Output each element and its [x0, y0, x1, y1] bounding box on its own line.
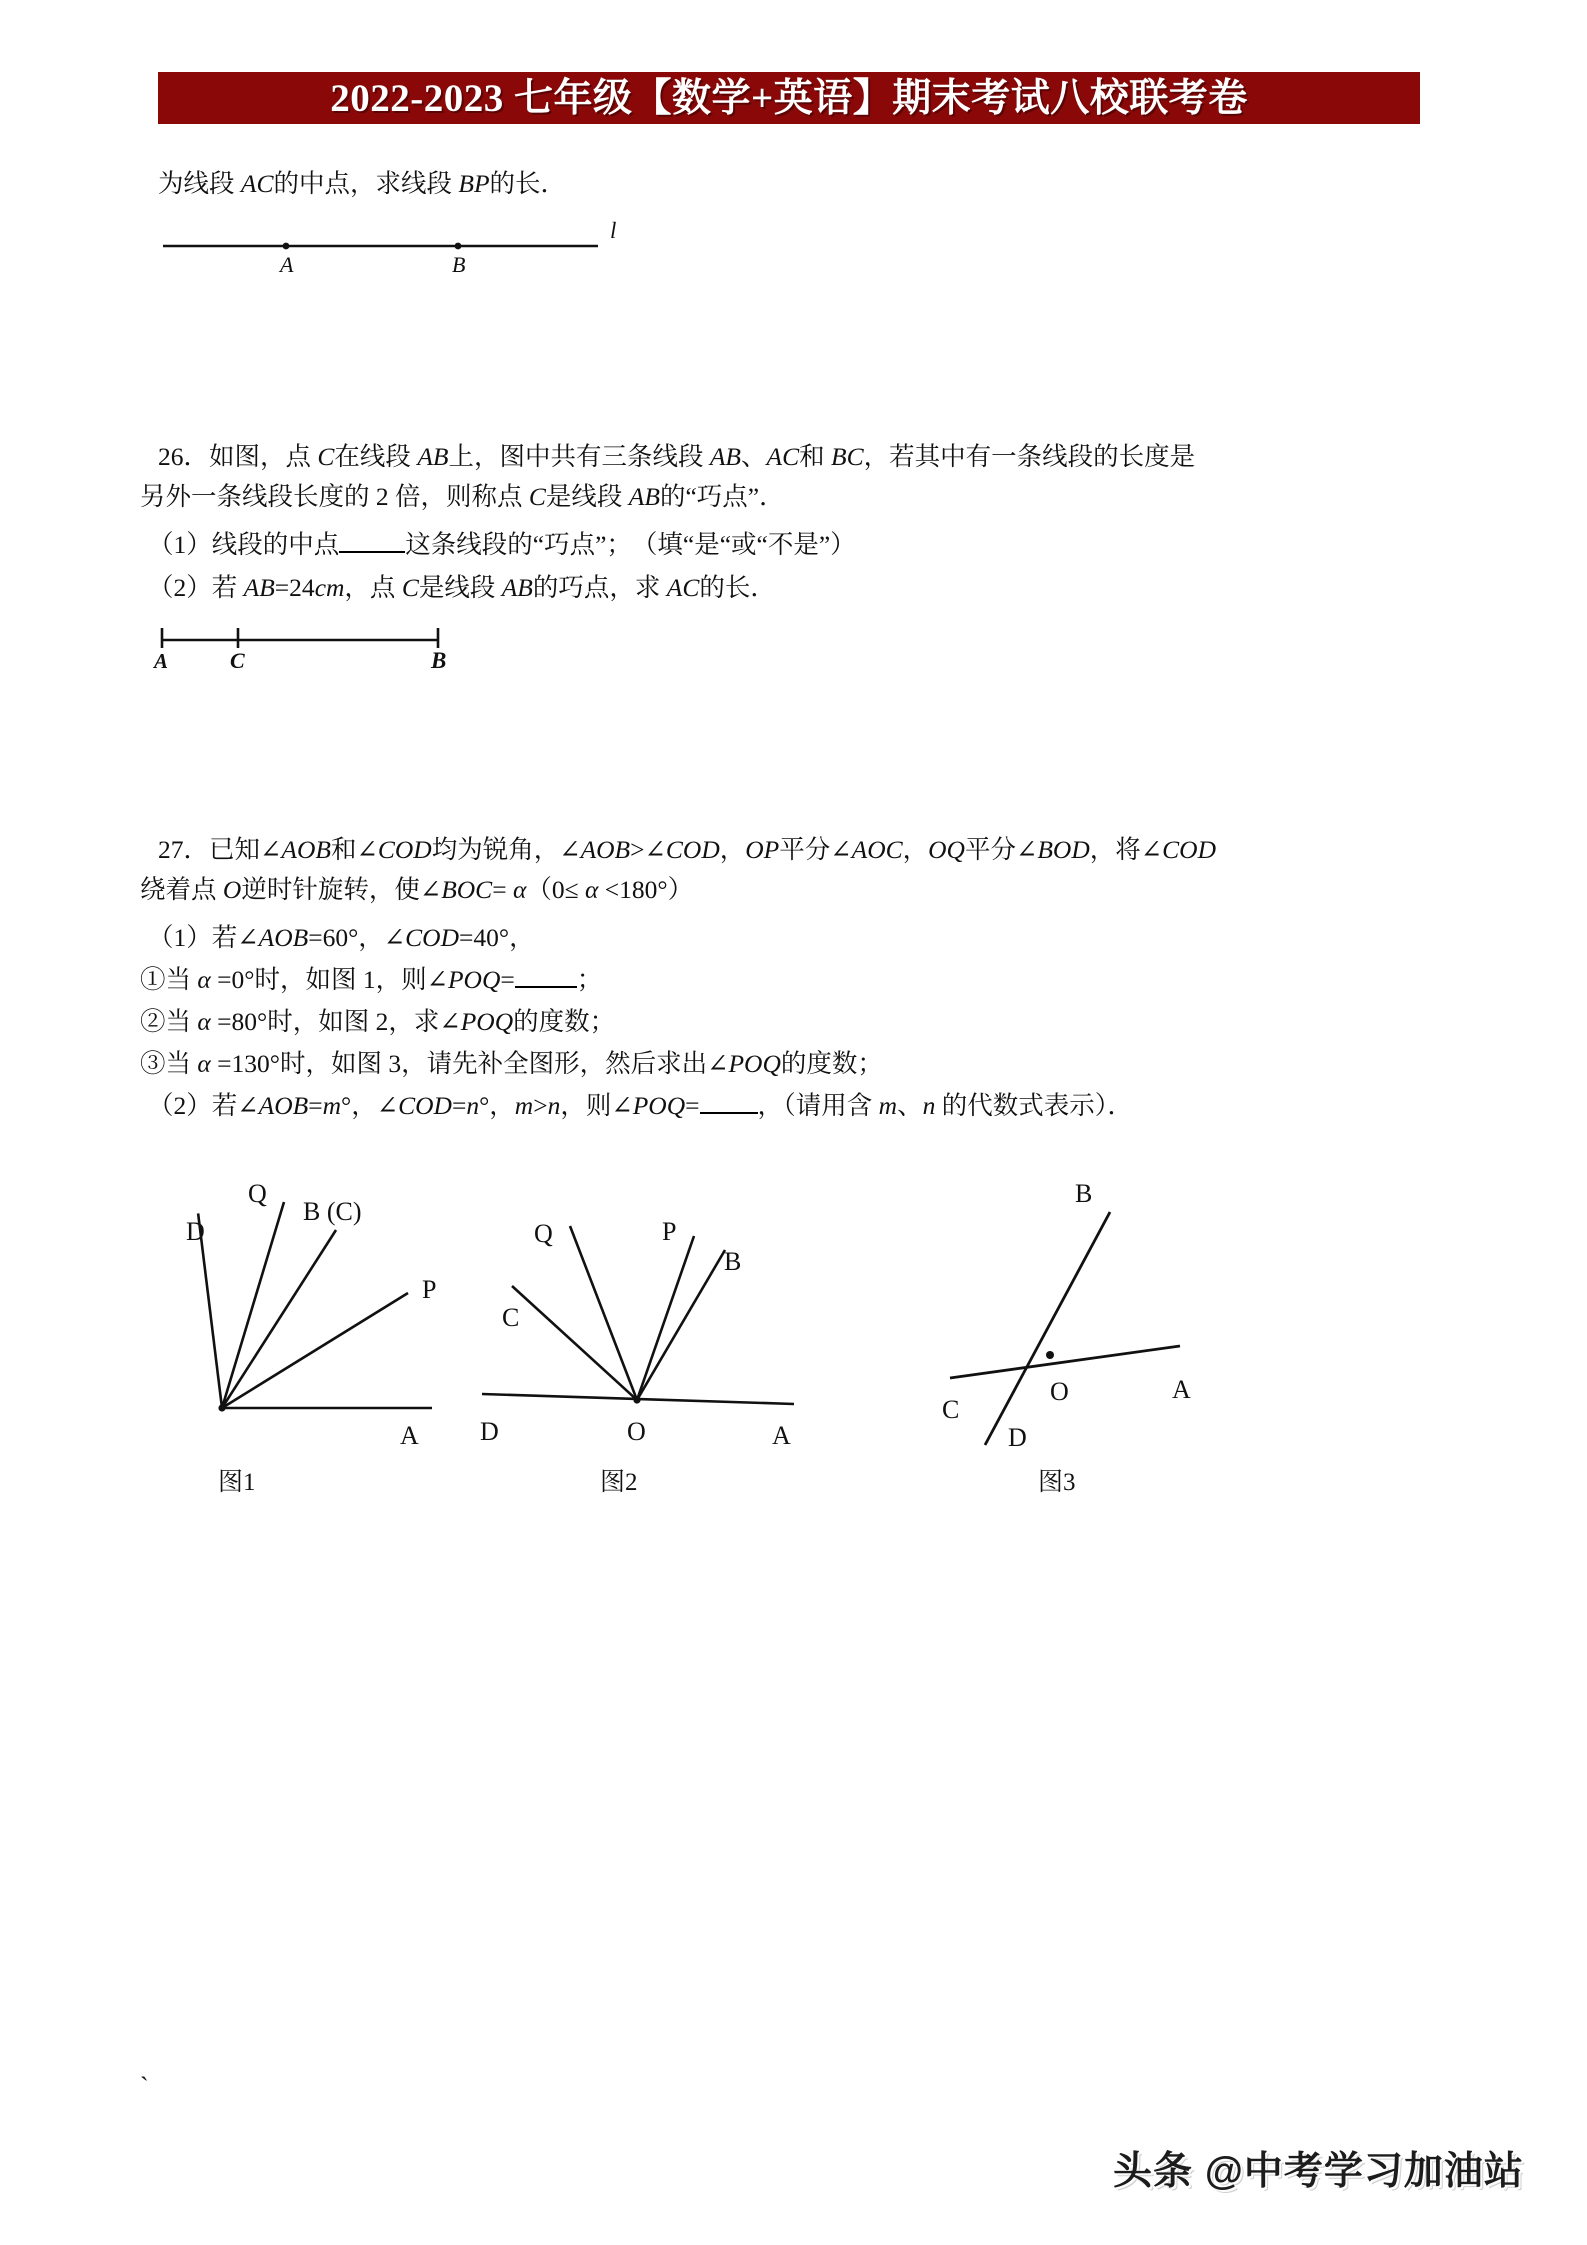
q26-i1-b: 这条线段的“巧点”； （填“是“或“不是”） — [405, 530, 856, 559]
q26-l1-c: 上，图中共有三条线段 — [448, 442, 710, 471]
q27-l2-it3: α — [512, 875, 527, 904]
q27-i2-it2: m — [322, 1091, 342, 1120]
q27-l1-it9: COD — [1162, 835, 1216, 864]
q27-sub-2 — [140, 1002, 615, 1042]
seg-label-c: C — [230, 648, 245, 673]
q27-l1-it8: BOD — [1037, 835, 1090, 864]
q27-s2-it2: POQ — [460, 1007, 514, 1036]
fig2-label-d: D — [480, 1417, 499, 1446]
q26-i2-it5: AC — [666, 573, 700, 602]
q27-sub1-answer-blank[interactable] — [515, 986, 577, 988]
page-banner — [158, 72, 1420, 124]
q27-l1-it1: AOB — [281, 835, 331, 864]
q27-i2-it4: n — [466, 1091, 480, 1120]
q27-i2-e: °， — [479, 1091, 515, 1120]
q26-l2-c: 的“巧点”． — [659, 482, 785, 511]
q26-i2-a: （2）若 — [148, 573, 244, 602]
q27-l2-it1: O — [222, 875, 242, 904]
q26-line-2 — [140, 477, 785, 517]
q25-tail-seg1: 为线段 — [158, 169, 241, 198]
q27-i2-it3: COD — [398, 1091, 452, 1120]
q26-i1-a: （1）线段的中点 — [148, 530, 340, 559]
q27-i2-it6: n — [547, 1091, 561, 1120]
q27-l2-it4: α — [584, 875, 599, 904]
fig1-label-a: A — [400, 1421, 419, 1450]
figure-segment-acb — [150, 618, 480, 688]
q26-l1-e: 和 — [799, 442, 832, 471]
q27-item-2 — [148, 1086, 1133, 1126]
footer-watermark: 头条 @中考学习加油站 — [1113, 2150, 1524, 2193]
fig2-label-o: O — [627, 1417, 646, 1446]
q27-i2-it1: AOB — [258, 1091, 309, 1120]
q27-l1-b: 和∠ — [330, 835, 378, 864]
q26-l2-it2: AB — [628, 482, 660, 511]
q26-l2-a: 另外一条线段长度的 2 倍，则称点 — [140, 482, 529, 511]
q27-s3-a: ③当 — [140, 1049, 198, 1078]
q27-l1-c: 均为锐角，∠ — [431, 835, 581, 864]
q26-number: 26． — [158, 442, 210, 471]
q26-i2-c: ，点 — [344, 573, 402, 602]
fig2-label-q: Q — [534, 1219, 553, 1248]
q27-s2-it1: α — [197, 1007, 211, 1036]
q27-i2-it7: POQ — [632, 1091, 686, 1120]
q27-l1-g: ， — [902, 835, 929, 864]
q26-item1-answer-blank[interactable] — [339, 551, 405, 553]
q27-l2-c: = — [492, 875, 513, 904]
q27-s1-a: ①当 — [140, 965, 198, 994]
q27-i2-g: ，则∠ — [560, 1091, 633, 1120]
q26-i2-it3: C — [401, 573, 419, 602]
q25-tail-seg3: 的长． — [489, 169, 567, 198]
q26-i2-d: 是线段 — [418, 573, 502, 602]
q27-item2-answer-blank[interactable] — [700, 1112, 758, 1114]
stray-tick-mark: ` — [140, 2072, 149, 2101]
q27-i2-it5: m — [514, 1091, 534, 1120]
q27-s1-c: = — [500, 965, 515, 994]
fig1-label-d: D — [186, 1217, 205, 1246]
q25-tail-bp: BP — [458, 169, 490, 198]
figure-1-caption: 图1 — [218, 1469, 256, 1496]
q27-sub-3 — [140, 1044, 883, 1084]
q27-i2-i: ，（请用含 — [757, 1091, 879, 1120]
q26-i2-b: =24 — [274, 573, 315, 602]
q26-l1-a: 如图，点 — [209, 442, 318, 471]
q27-line-1 — [158, 830, 1216, 870]
q27-i1-c: =40°， — [459, 923, 535, 952]
q27-l1-d: >∠ — [630, 835, 666, 864]
q27-s2-b: =80°时，如图 2，求∠ — [210, 1007, 461, 1036]
fig1-label-p: P — [422, 1275, 437, 1304]
q27-item-1 — [148, 918, 535, 958]
q26-item-2 — [148, 568, 776, 608]
q26-l1-it4: AC — [766, 442, 800, 471]
fig3-label-d: D — [1008, 1423, 1027, 1452]
q27-i2-j: 、 — [897, 1091, 923, 1120]
figure-2-caption: 图2 — [600, 1469, 638, 1496]
q25-tail-text — [158, 164, 566, 204]
q27-l2-d: （0≤ — [526, 875, 585, 904]
seg-label-a: A — [154, 649, 169, 673]
q27-i2-it8: m — [878, 1091, 898, 1120]
fig3-label-a: A — [1172, 1375, 1191, 1404]
line-l-label-b: B — [452, 252, 466, 277]
q27-l2-e: <180°） — [598, 875, 694, 904]
q27-l1-it3: AOB — [580, 835, 631, 864]
q26-l1-b: 在线段 — [334, 442, 418, 471]
fig1-label-bc: B (C) — [303, 1197, 362, 1226]
line-l-label-a: A — [280, 252, 294, 277]
figure-2-angle-diagram — [472, 1178, 802, 1453]
banner-title: 2022-2023 七年级【数学+英语】期末考试八校联考卷 — [330, 76, 1248, 120]
q27-i2-k: 的代数式表示）． — [935, 1091, 1133, 1120]
fig3-label-b: B — [1075, 1179, 1093, 1208]
q26-l1-it5: BC — [831, 442, 864, 471]
q26-l1-d: 、 — [741, 442, 767, 471]
figure-3-angle-diagram — [872, 1150, 1202, 1450]
q27-l1-h: 平分∠ — [964, 835, 1038, 864]
q27-l1-it6: AOC — [851, 835, 903, 864]
q27-line-2 — [140, 870, 693, 910]
figure-1-angle-diagram — [150, 1150, 470, 1450]
q27-s1-it2: POQ — [447, 965, 501, 994]
q27-s3-it2: POQ — [728, 1049, 781, 1078]
q26-i2-it1: AB — [243, 573, 275, 602]
q26-i2-e: 的巧点，求 — [532, 573, 667, 602]
q25-tail-ac: AC — [240, 169, 274, 198]
q27-l2-b: 逆时针旋转，使∠ — [241, 875, 442, 904]
q27-s1-d: ； — [576, 965, 603, 994]
fig2-label-b: B — [724, 1247, 742, 1276]
q26-i2-it2: cm — [314, 573, 345, 602]
q27-l1-i: ，将∠ — [1089, 835, 1163, 864]
q26-l1-it3: AB — [709, 442, 742, 471]
fig2-label-p: P — [662, 1217, 677, 1246]
q27-s3-b: =130°时，如图 3，请先补全图形，然后求出∠ — [210, 1049, 729, 1078]
q26-l1-it2: AB — [417, 442, 449, 471]
q27-number: 27． — [158, 835, 210, 864]
q27-i2-f: > — [533, 1091, 548, 1120]
fig1-label-q: Q — [248, 1179, 267, 1208]
q27-l2-a: 绕着点 — [140, 875, 223, 904]
q27-s3-it1: α — [197, 1049, 211, 1078]
fig2-label-a: A — [772, 1421, 791, 1450]
q27-i1-b: =60°，∠ — [308, 923, 406, 952]
q26-i2-f: 的长． — [699, 573, 776, 602]
q27-i1-it1: AOB — [258, 923, 309, 952]
fig2-label-c: C — [502, 1303, 520, 1332]
q26-line-1 — [158, 437, 1195, 477]
q27-i2-c: °，∠ — [341, 1091, 399, 1120]
q27-l2-it2: BOC — [441, 875, 493, 904]
q27-s1-it1: α — [197, 965, 211, 994]
q26-item-1 — [148, 525, 856, 565]
line-l-label-l: l — [610, 218, 617, 243]
q27-i2-a: （2）若∠ — [148, 1091, 259, 1120]
q27-sub-1 — [140, 960, 602, 1000]
fig3-label-o: O — [1050, 1377, 1069, 1406]
q27-i2-h: = — [685, 1091, 700, 1120]
q26-i2-it4: AB — [501, 573, 533, 602]
q27-s2-a: ②当 — [140, 1007, 198, 1036]
q27-l1-a: 已知∠ — [209, 835, 282, 864]
q25-tail-seg2: 的中点，求线段 — [273, 169, 459, 198]
q27-l1-it7: OQ — [928, 835, 965, 864]
figure-3-caption: 图3 — [1038, 1469, 1076, 1496]
q27-l1-it2: COD — [377, 835, 432, 864]
q26-l1-it1: C — [317, 442, 335, 471]
q27-i1-a: （1）若∠ — [148, 923, 259, 952]
q27-s2-c: 的度数； — [513, 1007, 616, 1036]
q27-l1-e: ， — [719, 835, 746, 864]
q26-l2-b: 是线段 — [545, 482, 629, 511]
q27-i2-d: = — [451, 1091, 467, 1120]
q27-i1-it2: COD — [405, 923, 459, 952]
q26-l1-f: ，若其中有一条线段的长度是 — [863, 442, 1196, 471]
seg-label-b: B — [431, 648, 447, 673]
q27-i2-b: = — [308, 1091, 323, 1120]
q27-s3-c: 的度数； — [780, 1049, 883, 1078]
q27-l1-it5: OP — [745, 835, 780, 864]
q27-s1-b: =0°时，如图 1，则∠ — [210, 965, 448, 994]
q26-l2-it1: C — [528, 482, 546, 511]
q27-l1-f: 平分∠ — [779, 835, 852, 864]
q27-l1-it4: COD — [665, 835, 720, 864]
fig3-label-c: C — [942, 1395, 960, 1424]
q27-i2-it9: n — [922, 1091, 936, 1120]
figure-line-l — [158, 218, 638, 288]
